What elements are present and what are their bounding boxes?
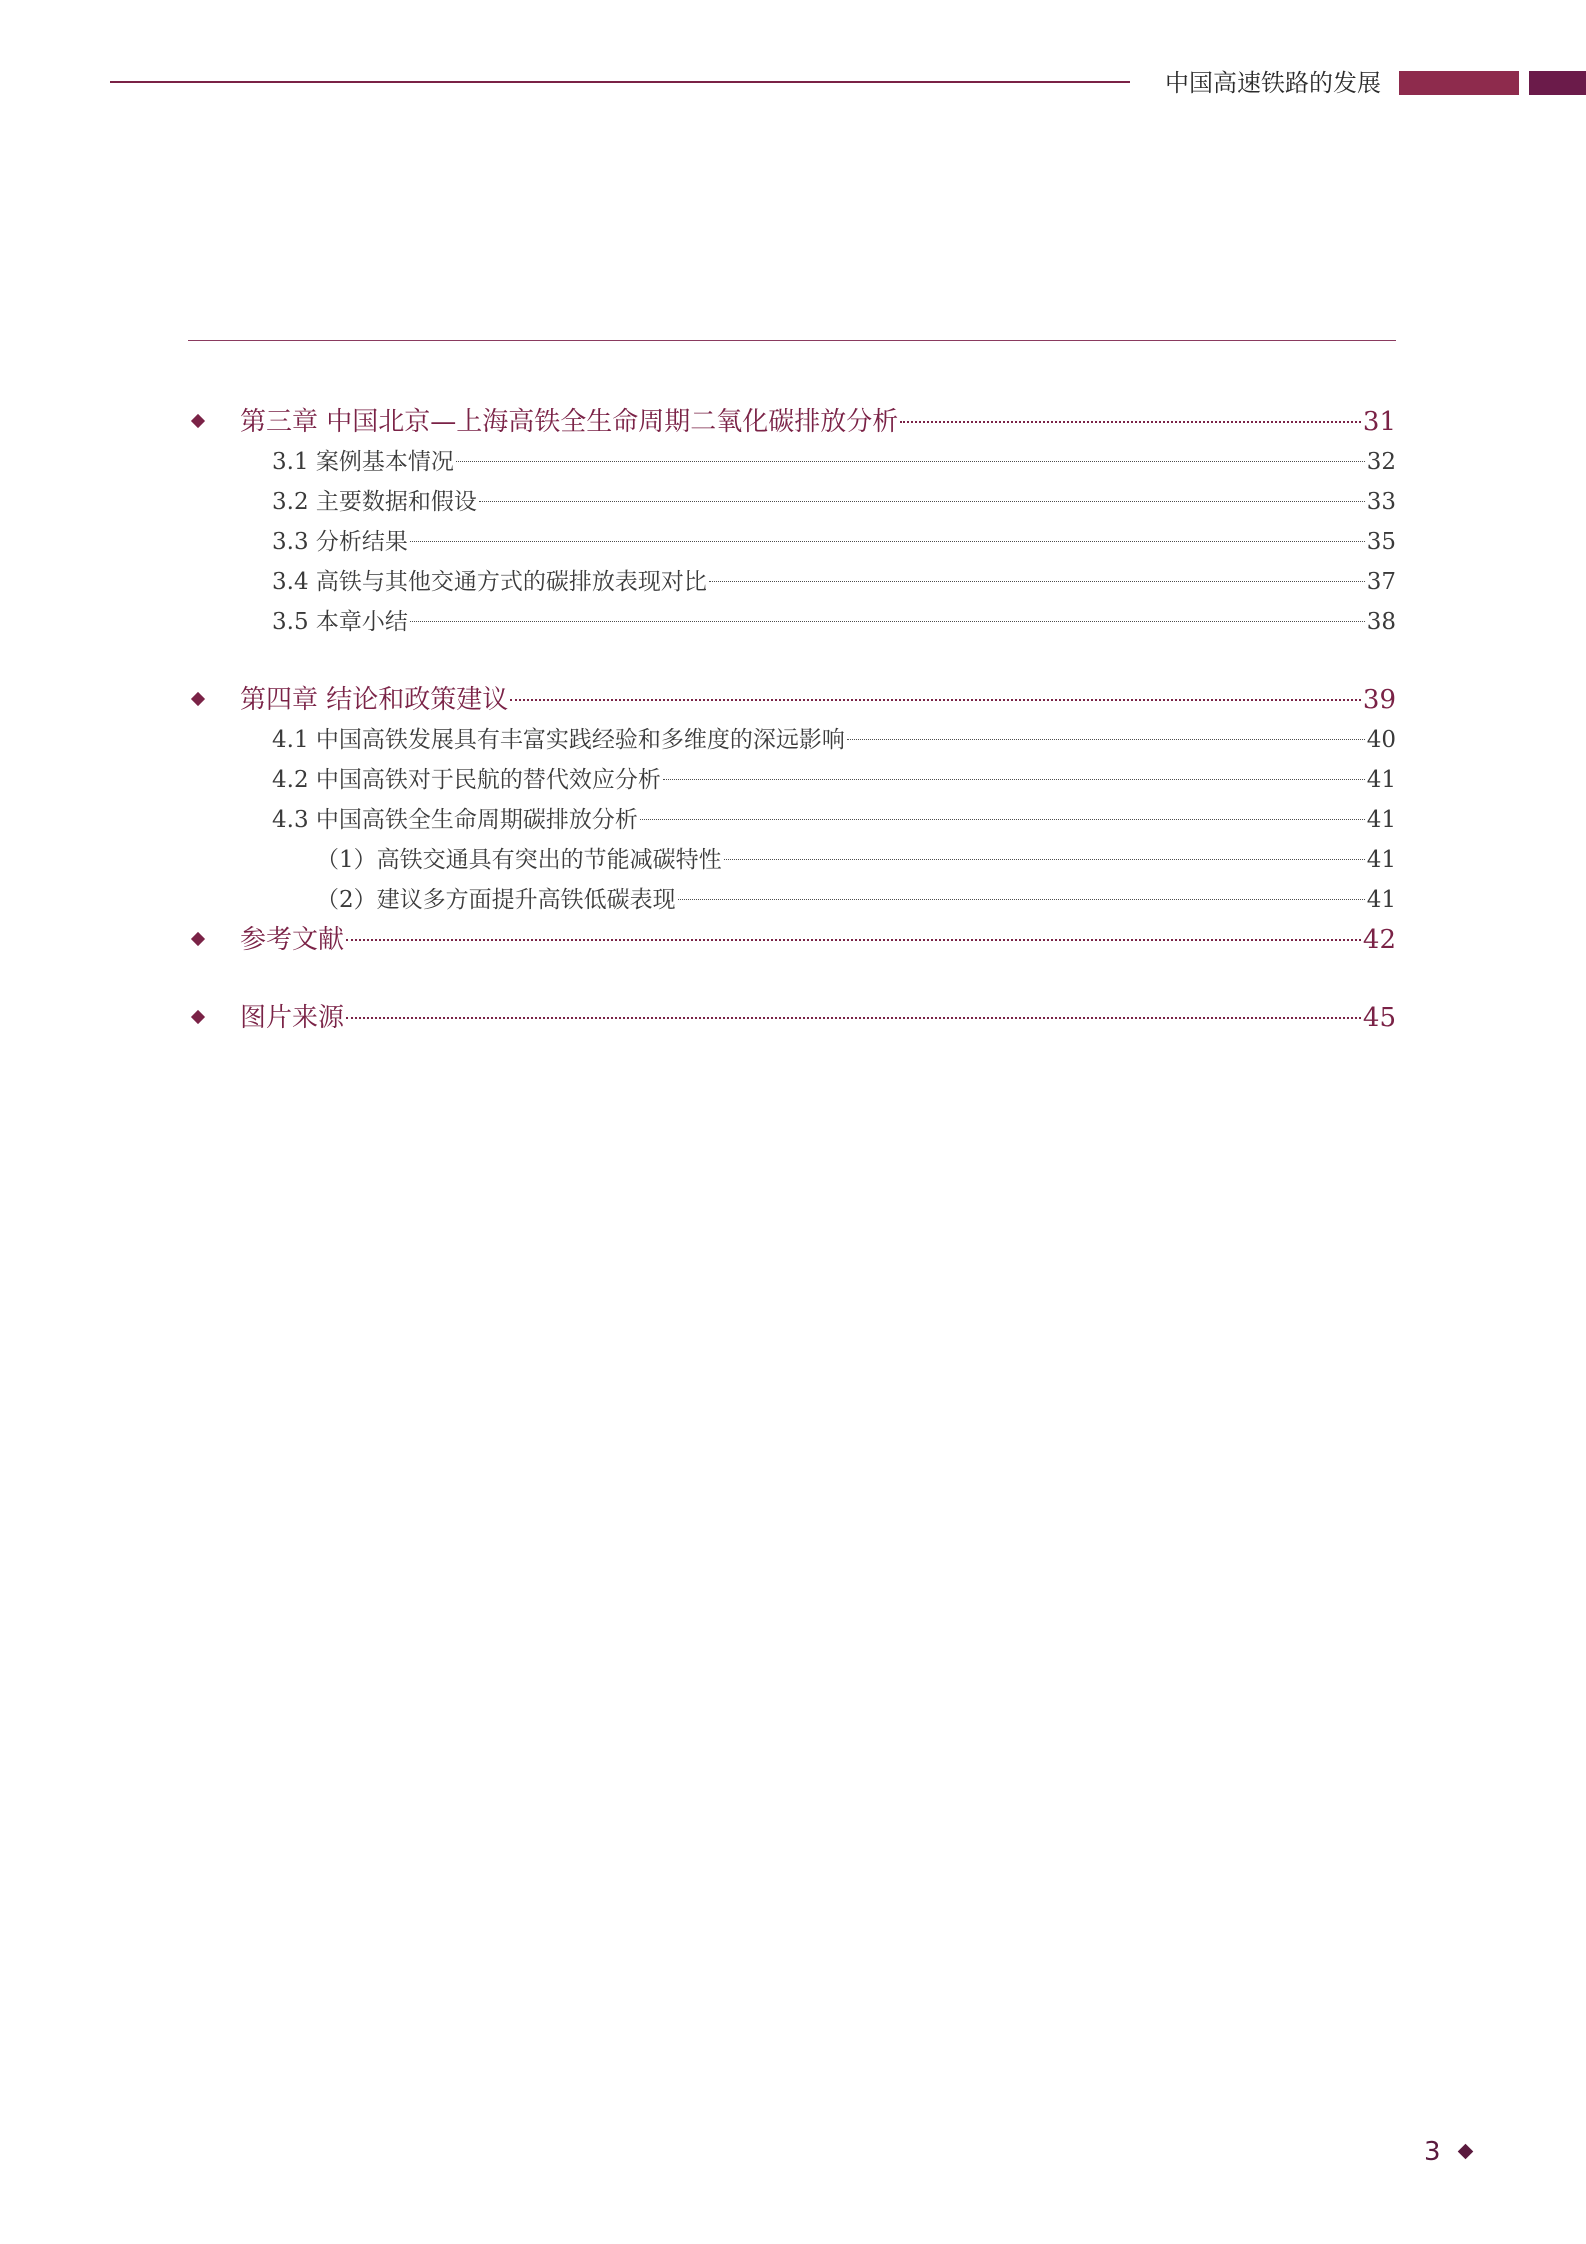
dot-leader [709,581,1365,582]
toc-item-4-3-2[interactable] [188,880,1396,920]
toc-image-sources[interactable] [188,998,1396,1038]
dot-leader [346,1017,1361,1019]
toc-entry-page: 40 [1366,727,1396,753]
dot-leader [847,739,1365,740]
dot-leader [663,779,1365,780]
toc-entry-title: （1）高铁交通具有突出的节能减碳特性 [316,847,722,873]
toc-item-3-3[interactable] [188,522,1396,562]
dot-leader [724,859,1365,860]
toc-chapter-4[interactable] [188,680,1396,720]
toc-entry-title: 第四章 结论和政策建议 [240,685,509,715]
page-number-diamond-icon [1458,2144,1472,2158]
toc-entry-page: 35 [1366,529,1396,555]
toc-entry-page: 41 [1366,887,1396,913]
toc-entry-title: 4.2 中国高铁对于民航的替代效应分析 [272,767,661,793]
toc-entry-title: 3.3 分析结果 [272,529,408,555]
toc-entry-title: 4.3 中国高铁全生命周期碳排放分析 [272,807,638,833]
table-of-contents [188,402,1396,1038]
diamond-bullet-icon [192,415,205,428]
toc-entry-title: 4.1 中国高铁发展具有丰富实践经验和多维度的深远影响 [272,727,845,753]
dot-leader [410,621,1365,622]
toc-item-3-2[interactable] [188,482,1396,522]
toc-entry-title: （2）建议多方面提升高铁低碳表现 [316,887,676,913]
dot-leader [678,899,1365,900]
toc-entry-page: 45 [1362,1003,1396,1033]
spacer [188,642,1396,680]
toc-entry-page: 39 [1362,685,1396,715]
toc-top-rule [188,340,1396,341]
diamond-bullet-icon [192,933,205,946]
document-title: 中国高速铁路的发展 [1165,69,1381,97]
dot-leader [410,541,1365,542]
toc-entry-page: 31 [1362,407,1396,437]
toc-entry-title: 参考文献 [240,925,345,955]
toc-entry-title: 图片来源 [240,1003,345,1033]
toc-item-4-1[interactable] [188,720,1396,760]
toc-item-4-3[interactable] [188,800,1396,840]
toc-entry-page: 42 [1362,925,1396,955]
dot-leader [900,421,1361,423]
dot-leader [456,461,1365,462]
toc-item-3-4[interactable] [188,562,1396,602]
toc-entry-page: 38 [1366,609,1396,635]
toc-entry-page: 32 [1366,449,1396,475]
toc-entry-page: 37 [1366,569,1396,595]
dot-leader [640,819,1365,820]
toc-item-3-1[interactable] [188,442,1396,482]
toc-item-3-5[interactable] [188,602,1396,642]
header-rule [110,81,1130,83]
toc-chapter-3[interactable] [188,402,1396,442]
dot-leader [510,699,1361,701]
dot-leader [346,939,1361,941]
toc-references[interactable] [188,920,1396,960]
toc-entry-page: 41 [1366,847,1396,873]
toc-entry-page: 41 [1366,807,1396,833]
dot-leader [479,501,1365,502]
toc-entry-title: 3.4 高铁与其他交通方式的碳排放表现对比 [272,569,707,595]
toc-item-4-3-1[interactable] [188,840,1396,880]
spacer [188,960,1396,998]
toc-entry-page: 33 [1366,489,1396,515]
header-accent-block-dark [1529,71,1586,95]
diamond-bullet-icon [192,1011,205,1024]
toc-entry-title: 3.2 主要数据和假设 [272,489,477,515]
toc-entry-title: 3.1 案例基本情况 [272,449,454,475]
diamond-bullet-icon [192,693,205,706]
page-number: 3 [1424,2137,1441,2167]
toc-entry-page: 41 [1366,767,1396,793]
toc-item-4-2[interactable] [188,760,1396,800]
header-accent-block [1399,71,1519,95]
toc-entry-title: 第三章 中国北京—上海高铁全生命周期二氧化碳排放分析 [240,407,899,437]
toc-entry-title: 3.5 本章小结 [272,609,408,635]
